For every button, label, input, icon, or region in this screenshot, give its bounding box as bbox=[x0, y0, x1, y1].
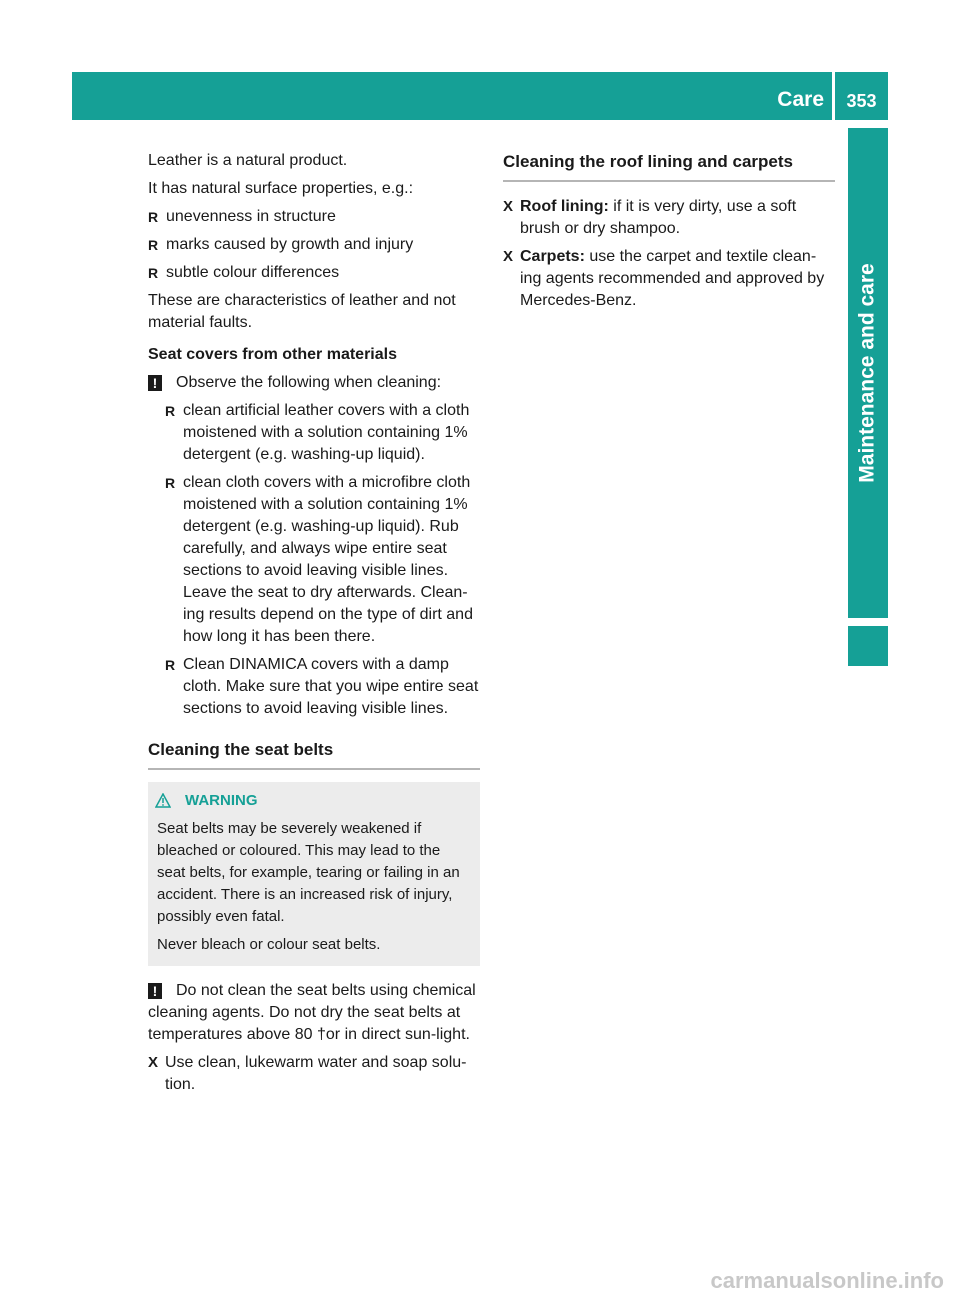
warning-text: Seat belts may be severely weakened if bleached or coloured. This may lead to the seat belts, for example, tearing or failing in an accident. There is an increased risk of injury, possibly even fatal. bbox=[157, 820, 460, 925]
warning-title: WARNING bbox=[185, 792, 258, 809]
chapter-marker bbox=[848, 626, 888, 666]
step-text: use the carpet and textile clean-ing agents recommended and approved by Mercedes-Benz. bbox=[520, 248, 825, 309]
step-text: if it is very dirty, use a soft brush or dry shampoo. bbox=[520, 198, 797, 237]
list-item: R clean cloth covers with a microfibre cloth moistened with a solution containing 1% detergent (e.g. washing-up liquid). Rub carefully, and always wipe entire seat sections to avoid leaving visible lines. Leave the seat to dry afterwards. Clean-ing results depend on the type of dirt and how long it has been there. bbox=[165, 472, 480, 648]
right-column bbox=[503, 150, 835, 312]
warning-box bbox=[148, 782, 480, 966]
step-item bbox=[503, 196, 835, 240]
intro-text: It has natural surface properties, e.g.: bbox=[148, 180, 414, 197]
list-item: R marks caused by growth and injury bbox=[148, 234, 480, 256]
section-title: Care bbox=[777, 88, 824, 111]
step-item: X Use clean, lukewarm water and soap solu-tion. bbox=[148, 1052, 480, 1096]
warning-triangle-icon bbox=[155, 793, 171, 808]
body-text: These are characteristics of leather and not bbox=[148, 292, 456, 309]
section-heading: Cleaning the seat belts bbox=[148, 738, 480, 770]
exclamation-icon: ! bbox=[148, 983, 162, 999]
section-heading: Cleaning the roof lining and carpets bbox=[503, 150, 835, 182]
note-text: Do not clean the seat belts using chemical cleaning agents. Do not dry the seat belts at temperatures above 80 †or in direct sun-light. bbox=[148, 982, 476, 1043]
exclamation-icon: ! bbox=[148, 375, 162, 391]
warning-text: Never bleach or colour seat belts. bbox=[157, 936, 381, 953]
subheading: Seat covers from other materials bbox=[148, 346, 397, 363]
list-item: R clean artificial leather covers with a cloth moistened with a solution containing 1% detergent (e.g. washing-up liquid). bbox=[165, 400, 480, 466]
list-item: R Clean DINAMICA covers with a damp cloth. Make sure that you wipe entire seat sections to avoid leaving visible lines. bbox=[165, 654, 480, 720]
left-column bbox=[148, 150, 480, 1096]
note bbox=[148, 372, 480, 394]
body-text: material faults. bbox=[148, 314, 253, 331]
list-item: R unevenness in structure bbox=[148, 206, 480, 228]
note bbox=[148, 980, 480, 1046]
step-label: Roof lining: bbox=[520, 198, 609, 215]
intro-text: Leather is a natural product. bbox=[148, 152, 348, 169]
warning-header bbox=[157, 790, 471, 812]
watermark-text: carmanualsonline.info bbox=[710, 1268, 944, 1293]
note-text: Observe the following when cleaning: bbox=[176, 374, 442, 391]
chapter-tab-label: Maintenance and care bbox=[856, 263, 880, 483]
step-item bbox=[503, 246, 835, 312]
list-item: R subtle colour differences bbox=[148, 262, 480, 284]
step-label: Carpets: bbox=[520, 248, 585, 265]
page-number: 353 bbox=[846, 91, 877, 111]
